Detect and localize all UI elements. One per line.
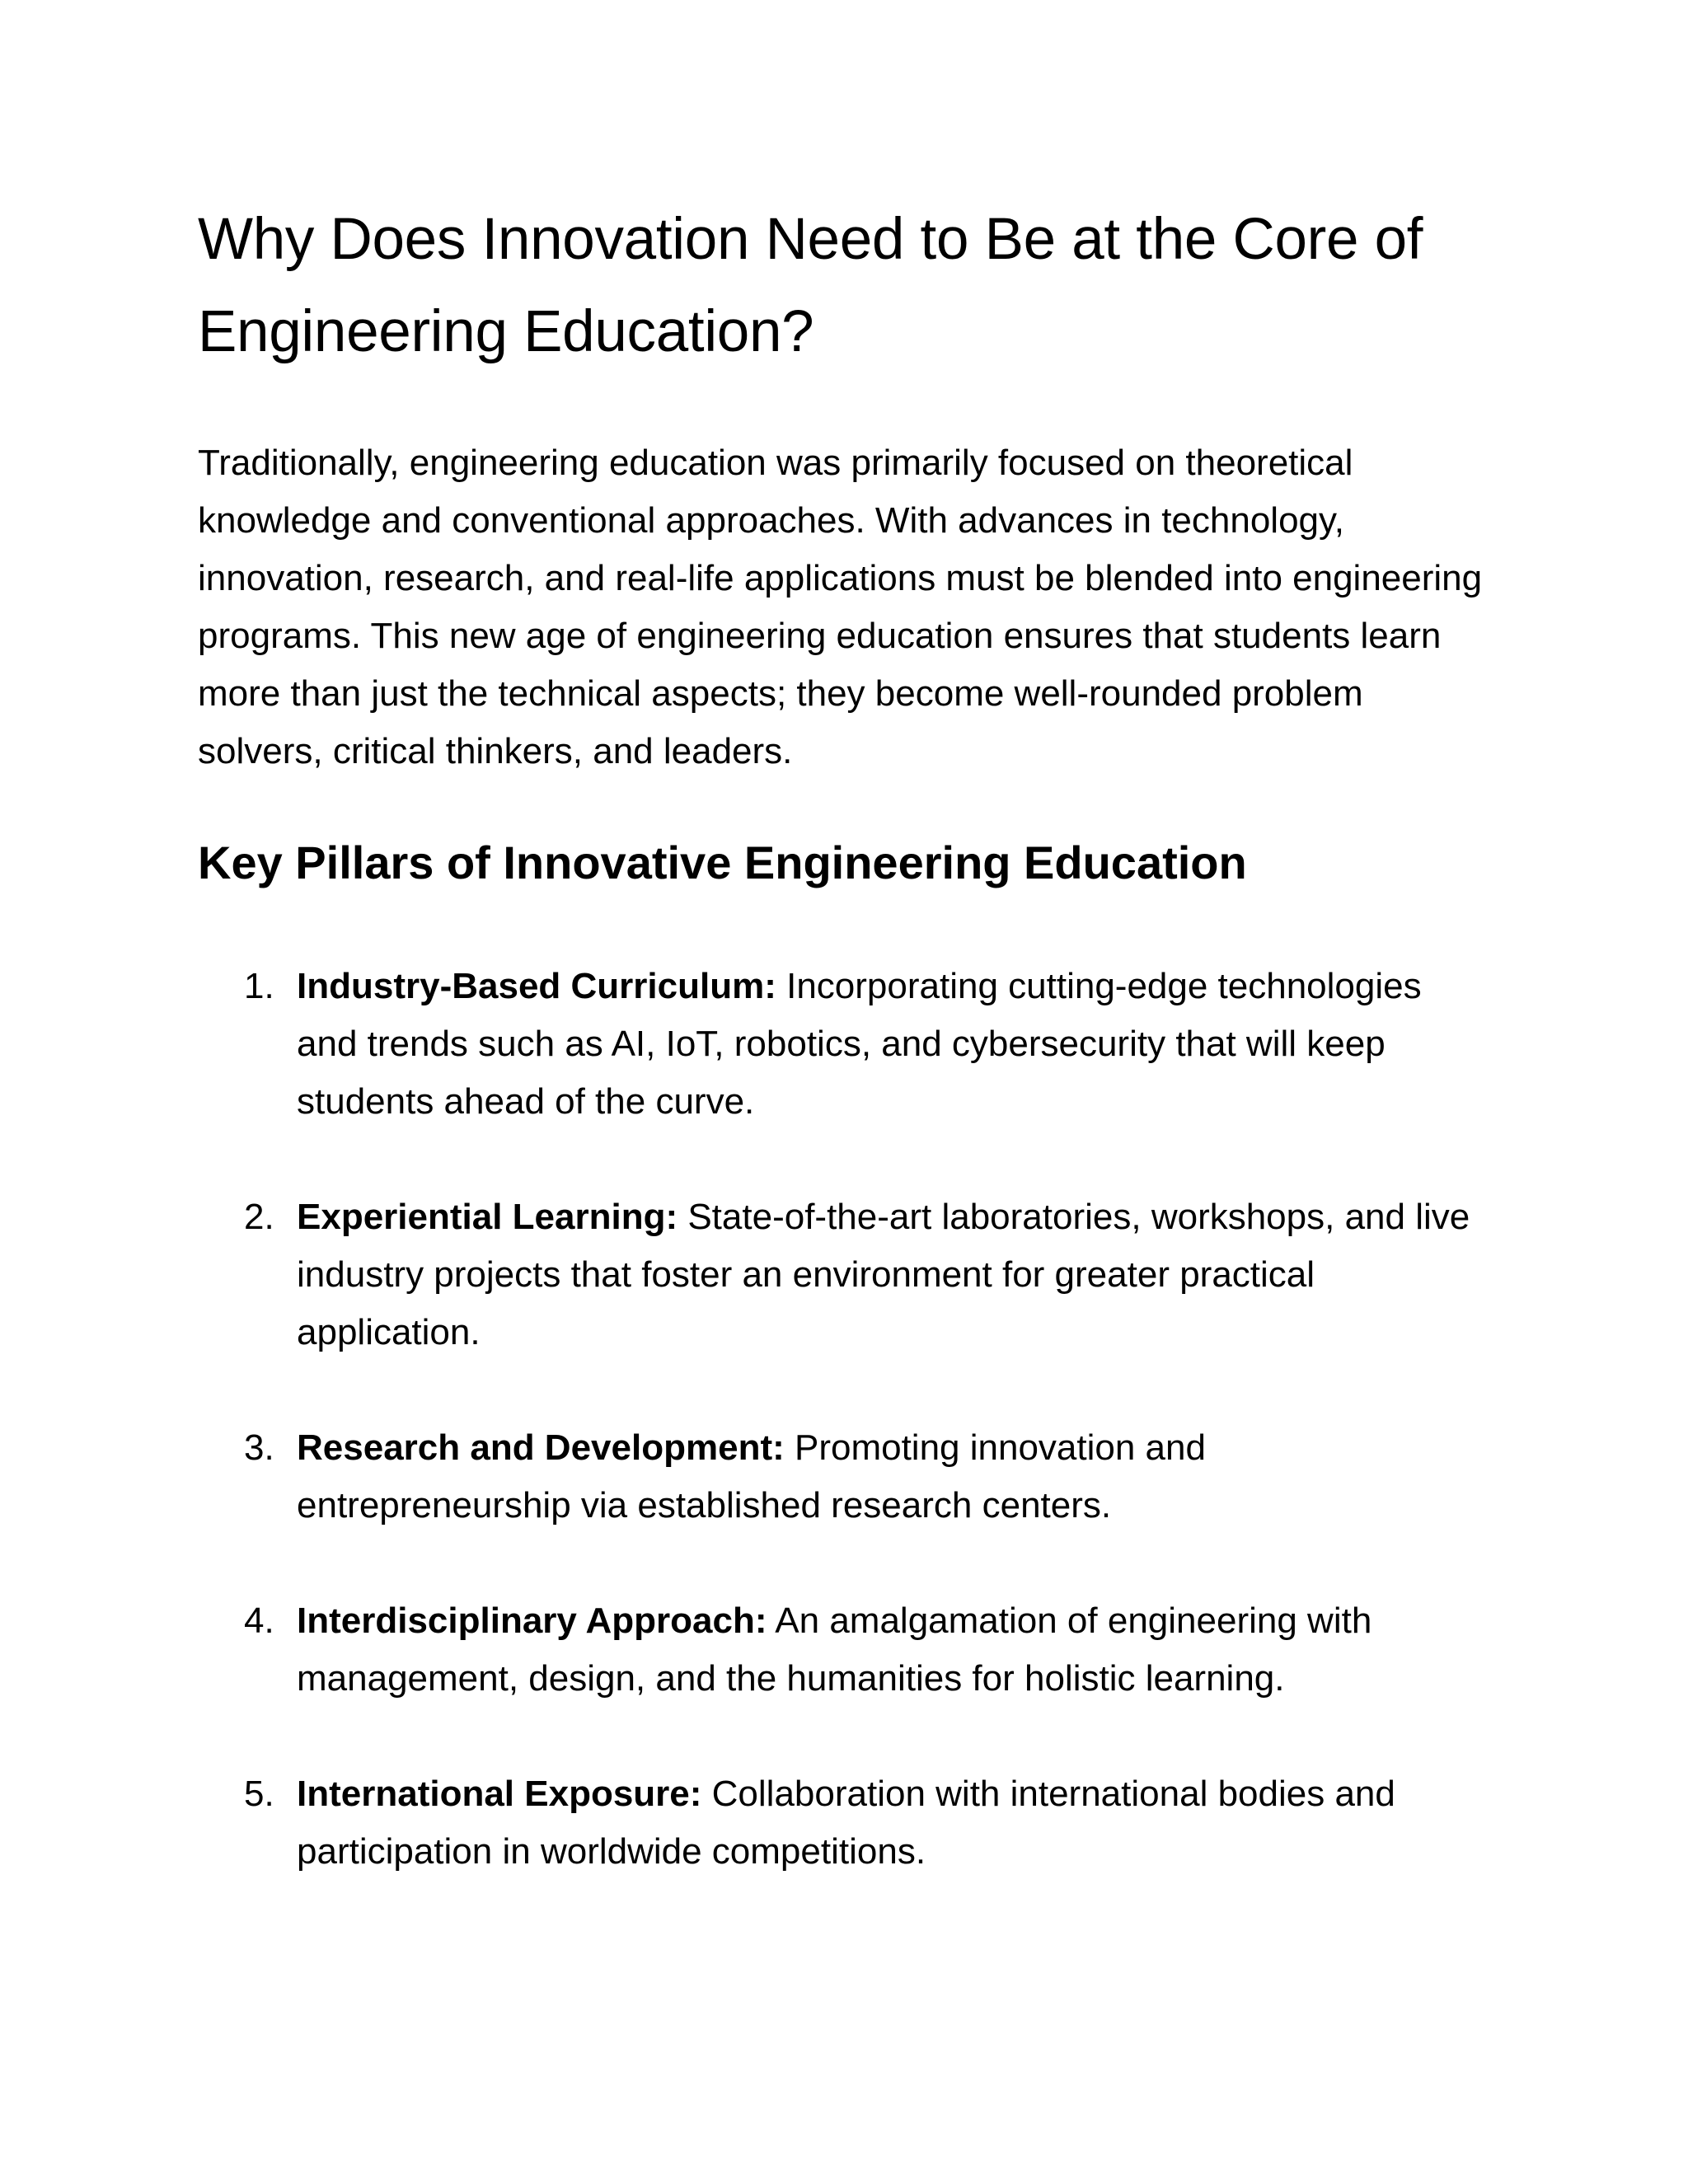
intro-paragraph: Traditionally, engineering education was primarily focused on theoretical knowledge and conventional approaches. With advances in technology, innovation, research, and real-life applications must be blended into engineering programs. This new age of engineering education ensures that students learn more than just the technical aspects; they become well-rounded problem solvers, critical thinkers, and leaders. [198,443,1483,771]
list-item-number: 3. [244,1427,274,1468]
pillars-list [198,958,1484,1881]
list-item-label: Interdisciplinary Approach: [297,1601,767,1641]
list-item-label: Experiential Learning: [297,1197,678,1237]
list-item-text: Promoting innovation and entrepreneurship via established research centers. [297,1427,1206,1526]
list-item-text: State-of-the-art laboratories, workshops, and live industry projects that foster an environment for greater practical application. [297,1197,1470,1352]
list-item-number: 2. [244,1197,274,1237]
list-item [198,1765,1484,1881]
list-item [198,1419,1484,1535]
list-item-label: Research and Development: [297,1427,785,1468]
list-item [198,958,1484,1131]
list-item-number: 4. [244,1601,274,1641]
list-item-text: Collaboration with international bodies and participation in worldwide competitions. [297,1774,1395,1872]
list-item-text: An amalgamation of engineering with management, design, and the humanities for holistic learning. [297,1601,1372,1699]
section-heading: Key Pillars of Innovative Engineering Education [198,837,1247,888]
list-item-text: Incorporating cutting-edge technologies and trends such as AI, IoT, robotics, and cybersecurity that will keep students ahead of the curve. [297,966,1422,1122]
list-item-label: International Exposure: [297,1774,702,1814]
list-item [198,1188,1484,1361]
document-title: Why Does Innovation Need to Be at the Core of Engineering Education? [198,207,1423,364]
list-item-number: 1. [244,966,274,1006]
list-item [198,1592,1484,1708]
list-item-number: 5. [244,1774,274,1814]
document-page [198,194,1484,1938]
list-item-label: Industry-Based Curriculum: [297,966,776,1006]
